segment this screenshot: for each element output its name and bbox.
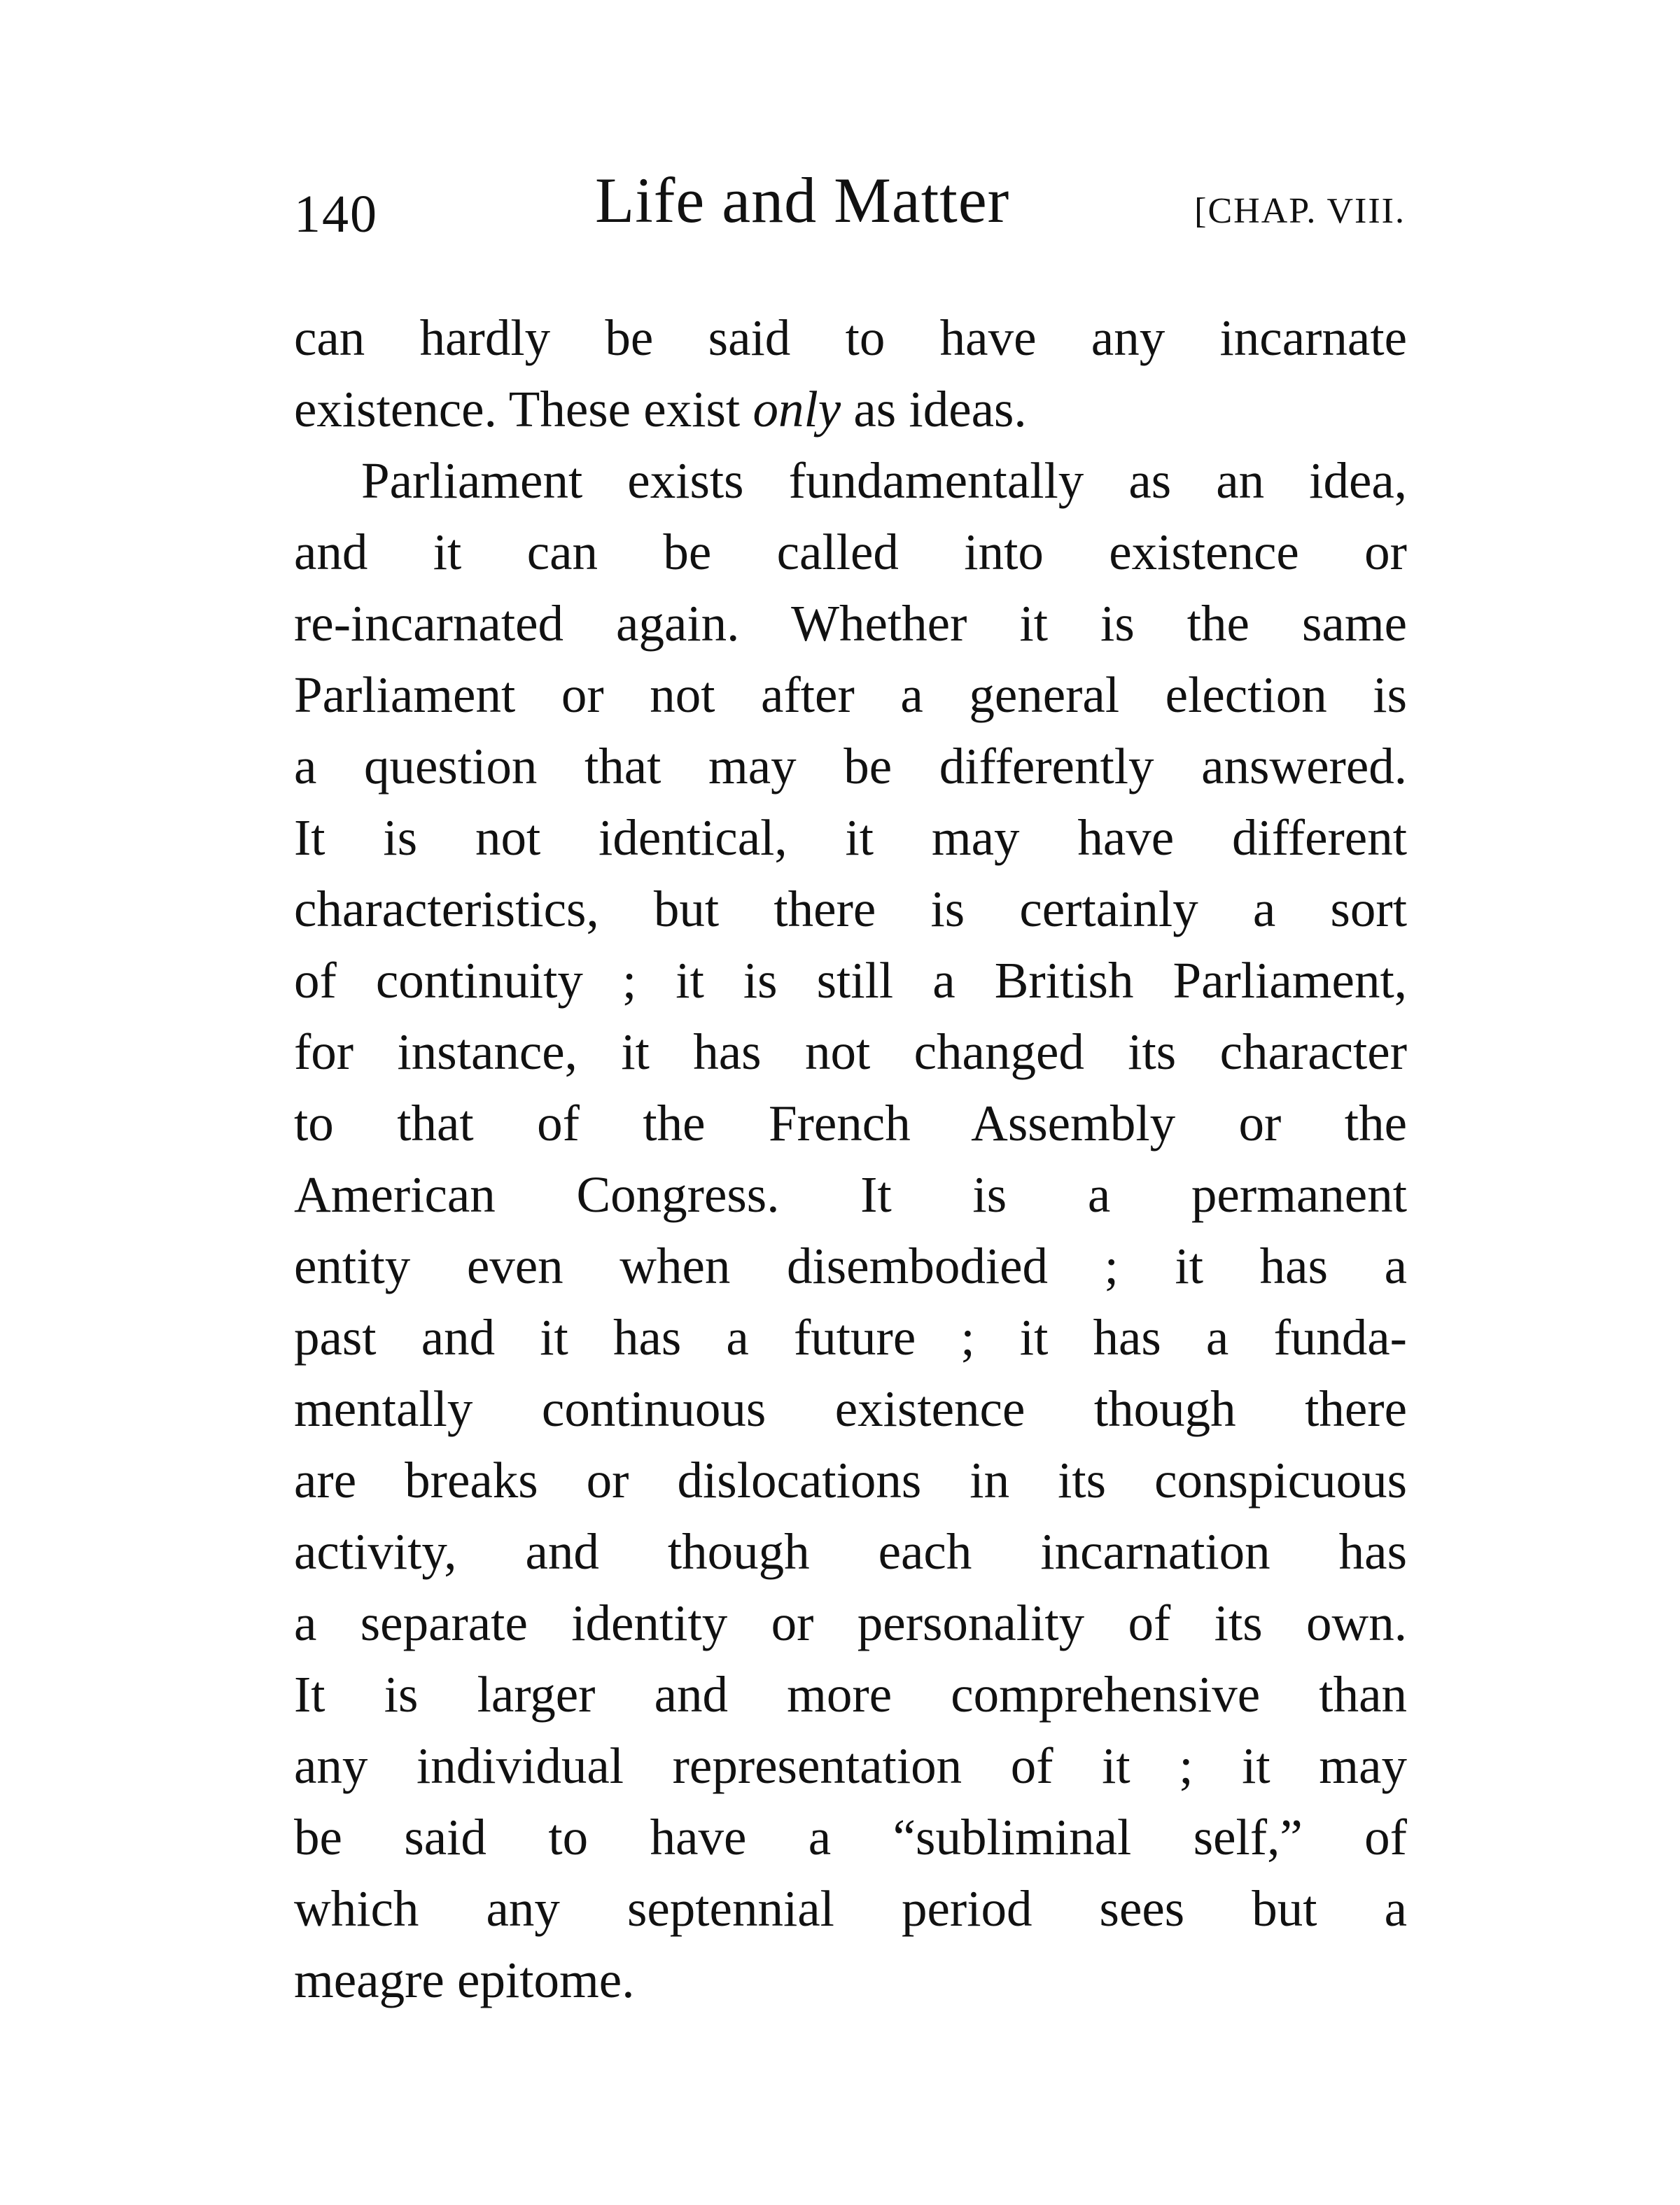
text-line: It is not identical, it may have different [294, 809, 1407, 866]
text-line: and it can be called into existence or [294, 524, 1407, 580]
text-line: for instance, it has not changed its character [294, 1023, 1407, 1080]
running-head [294, 155, 1407, 260]
text-line: a question that may be differently answered. [294, 738, 1407, 794]
text-line: Parliament exists fundamentally as an idea, [361, 452, 1407, 509]
text-line: characteristics, but there is certainly a sort [294, 881, 1407, 937]
text-line: meagre epitome. [294, 1952, 635, 2008]
text-line: be said to have a “subliminal self,” of [294, 1809, 1407, 1865]
text-line: It is larger and more comprehensive than [294, 1666, 1407, 1723]
page-number: 140 [294, 185, 378, 244]
paragraph [294, 445, 1407, 2016]
chapter-reference: [CHAP. VIII. [1194, 191, 1406, 231]
text-line: entity even when disembodied ; it has a [294, 1238, 1407, 1294]
text-line: any individual representation of it ; it may [294, 1737, 1407, 1794]
text-line: American Congress. It is a permanent [294, 1166, 1407, 1223]
text-line: of continuity ; it is still a British Parliament, [294, 952, 1407, 1009]
text-segment: existence. These exist [294, 381, 753, 438]
text-line: to that of the French Assembly or the [294, 1095, 1407, 1152]
body-text [294, 302, 1407, 2016]
text-line: re-incarnated again. Whether it is the same [294, 595, 1407, 652]
text-line [294, 374, 1407, 445]
text-line: which any septennial period sees but a [294, 1880, 1407, 1937]
text-line: past and it has a future ; it has a funda- [294, 1309, 1407, 1366]
text-line: Parliament or not after a general election is [294, 666, 1407, 723]
text-line: are breaks or dislocations in its conspicuous [294, 1452, 1407, 1508]
text-line: mentally continuous existence though there [294, 1380, 1407, 1437]
book-title: Life and Matter [595, 164, 1010, 236]
paragraph-continued [294, 302, 1407, 445]
text-line: activity, and though each incarnation has [294, 1523, 1407, 1580]
text-line: a separate identity or personality of its own. [294, 1595, 1407, 1651]
text-segment: as ideas. [841, 381, 1027, 438]
text-line: can hardly be said to have any incarnate [294, 309, 1407, 366]
emphasized-word: only [752, 381, 841, 438]
